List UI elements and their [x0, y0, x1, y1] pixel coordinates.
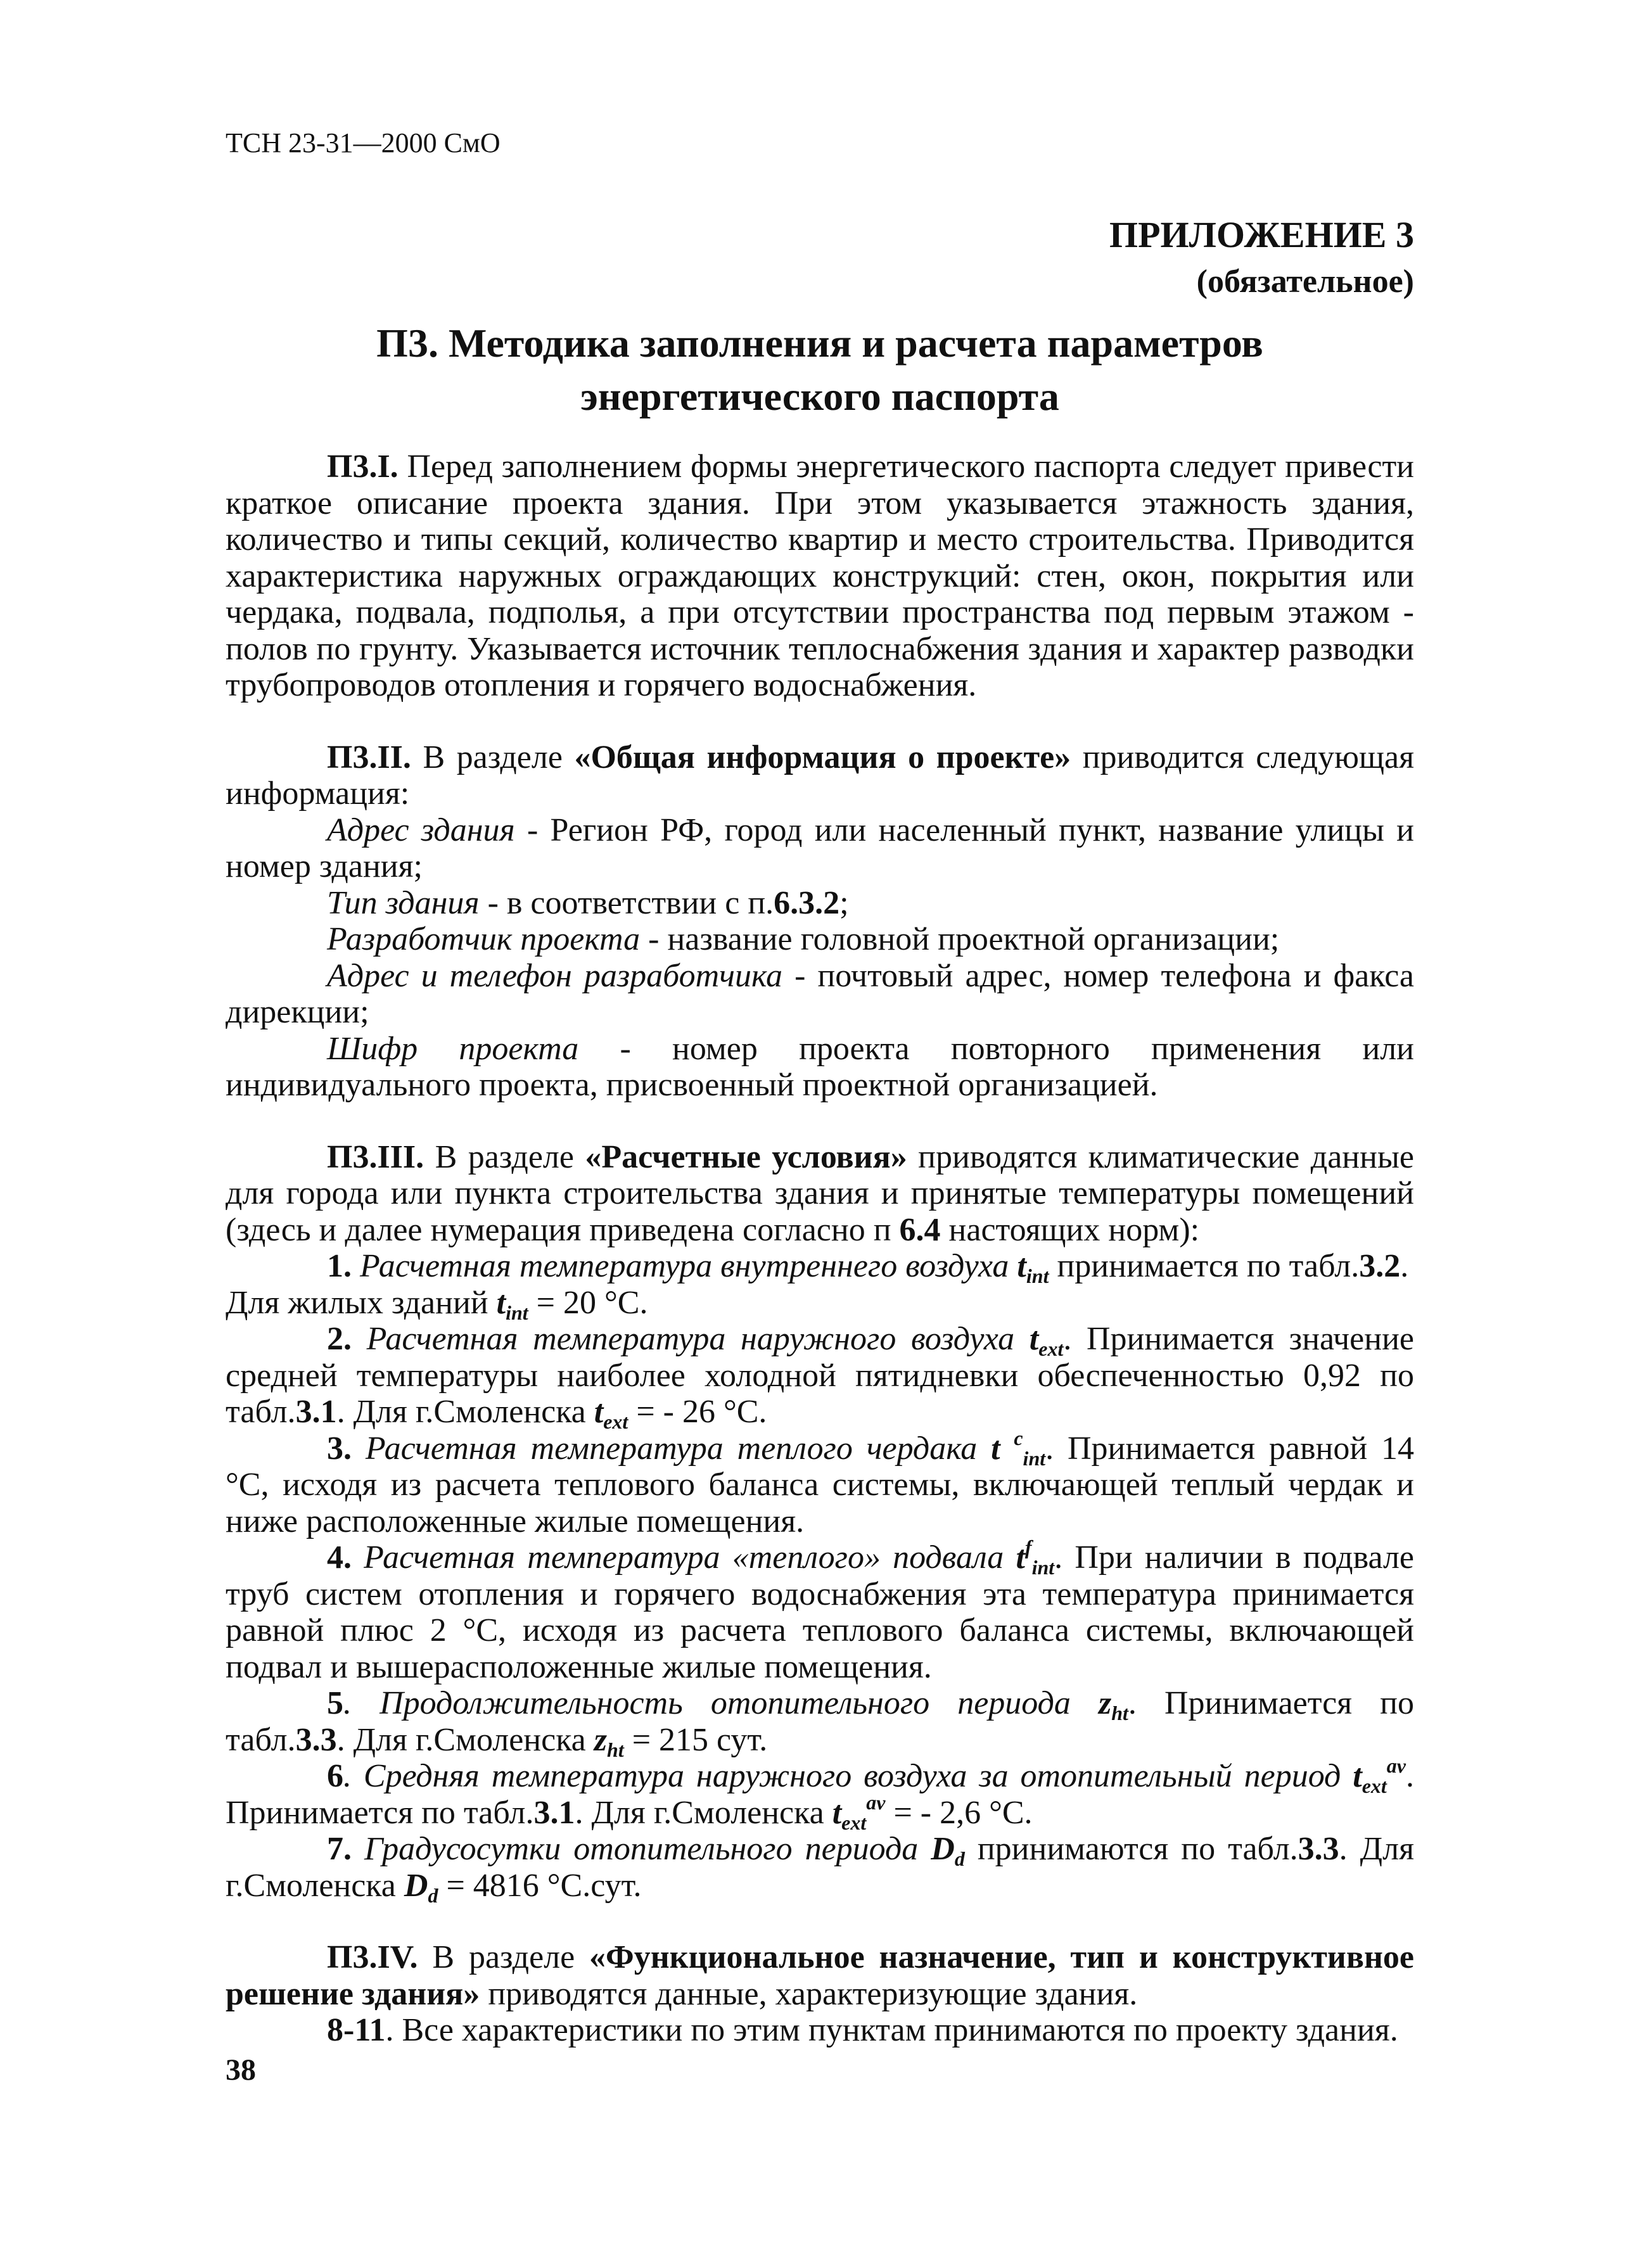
item-text: . Принимается по табл. — [226, 1758, 1414, 1831]
item-text: принимается по табл. — [1049, 1248, 1360, 1284]
item-text: - название головной проектной организации; — [640, 921, 1280, 957]
variable-t-int — [496, 1284, 528, 1324]
item-number: 8-11 — [327, 2012, 386, 2048]
item-text: . При наличии в подвале труб систем отопления и горячего водоснабжения эта температура принимается равной плюс 2 °С, исходя из расчета теплового баланса системы, включающей подвал и вышерасположенные жилые помещения. — [226, 1539, 1415, 1685]
var-symbol: t — [991, 1430, 1000, 1467]
var-subscript: ext — [1038, 1337, 1064, 1360]
item-7 — [226, 1831, 1415, 1907]
item-8-11 — [226, 2012, 1414, 2049]
item-text: Для жилых зданий — [226, 1284, 497, 1321]
table-ref: 3.3 — [295, 1721, 337, 1758]
item-text: . Для г.Смоленска — [226, 1831, 1415, 1904]
table-ref: 3.2 — [1359, 1248, 1401, 1284]
item-term: Расчетная температура наружного воздуха — [352, 1321, 1030, 1357]
item-value: = 4816 °С.сут. — [438, 1867, 642, 1904]
section-title-line1: П3. Методика заполнения и расчета параметров — [376, 321, 1263, 366]
appendix-heading — [1109, 212, 1414, 305]
section-name: «Общая информация о проекте» — [574, 739, 1071, 775]
paragraph-p3-4 — [226, 1939, 1414, 2012]
text-fragment: В разделе — [424, 1138, 585, 1175]
list-item-developer-contacts — [226, 958, 1414, 1031]
item-text: . Для г.Смоленска — [336, 1721, 594, 1758]
text-fragment: В разделе — [418, 1939, 590, 1975]
item-text: . Принимается значение средней температуры наиболее холодной пятидневки обеспеченностью 0,92 по табл. — [226, 1321, 1414, 1430]
item-text: - Регион РФ, город или населенный пункт, название улицы и номер здания; — [226, 812, 1415, 884]
var-symbol: t — [496, 1284, 506, 1321]
document-code: ТСН 23-31—2000 СмО — [226, 127, 501, 158]
item-number: 2. — [327, 1321, 352, 1357]
item-term: Тип здания — [327, 884, 480, 921]
var-subscript: d — [954, 1847, 965, 1870]
var-subscript: ext — [841, 1811, 867, 1834]
item-number: 1. — [327, 1248, 352, 1284]
section-name: «Расчетные условия» — [585, 1138, 907, 1175]
page-number: 38 — [226, 2053, 256, 2087]
var-symbol: t — [1353, 1758, 1362, 1794]
var-subscript: ext — [1362, 1774, 1387, 1797]
item-text: . Принимается равной 14 °С, исходя из расчета теплового баланса системы, включающей теплый чердак и ниже расположенные жилые помещения. — [226, 1430, 1414, 1539]
paragraph-p3-3 — [226, 1139, 1414, 1249]
item-value: = 20 °С. — [528, 1284, 648, 1321]
var-superscript: av — [1386, 1754, 1406, 1777]
item-value: = 215 сут. — [623, 1721, 768, 1758]
var-symbol: D — [931, 1831, 955, 1867]
item-6 — [226, 1754, 1414, 1834]
var-subscript: ext — [603, 1410, 628, 1433]
table-ref: 3.3 — [1298, 1831, 1339, 1867]
item-term: Расчетная температура внутреннего воздуха — [352, 1248, 1017, 1284]
var-symbol: t — [832, 1794, 842, 1831]
paragraph-number: П3.III. — [327, 1138, 424, 1175]
appendix-label: ПРИЛОЖЕНИЕ 3 — [1109, 214, 1414, 255]
appendix-status: (обязательное) — [1196, 264, 1414, 300]
var-symbol: D — [404, 1867, 428, 1904]
item-term: . Средняя температура наружного воздуха за отопительный период — [343, 1758, 1353, 1794]
item-text: - почтовый адрес, номер телефона и факса дирекции; — [226, 957, 1414, 1030]
item-number: 3. — [327, 1430, 352, 1467]
item-text: ; — [839, 884, 849, 921]
section-title-line2: энергетического паспорта — [580, 374, 1059, 419]
var-symbol: t — [594, 1394, 604, 1430]
item-term: Расчетная температура теплого чердака — [352, 1430, 992, 1467]
var-subscript: int — [1023, 1446, 1046, 1470]
table-ref: 3.1 — [295, 1394, 337, 1430]
item-term: . Продолжительность отопительного периода — [343, 1685, 1099, 1721]
var-symbol: t — [1016, 1539, 1025, 1576]
item-4 — [226, 1536, 1415, 1685]
item-3 — [226, 1426, 1414, 1540]
variable-t-c-int — [991, 1426, 1046, 1470]
var-symbol: z — [594, 1721, 608, 1758]
paragraph-text: Перед заполнением формы энергетического паспорта следует привести краткое описание проекта здания. При этом указывается этажность здания, количество и типы секций, количество квартир и место строительства. Приводится характеристика наружных ограждающих конструкций: стен, окон, покрытия или чердака, подвала, подполья, а при отсутствии пространства под первым этажом - полов по грунту. Указывается источник теплоснабжения здания и характер разводки трубопроводов отопления и горячего водоснабжения. — [226, 449, 1414, 703]
item-text: . Принимается по табл. — [226, 1685, 1414, 1758]
item-text: - номер проекта повторного применения или индивидуального проекта, присвоенный проектной организацией. — [226, 1030, 1414, 1103]
table-ref: 3.1 — [533, 1794, 575, 1831]
list-item-building-type — [226, 885, 1414, 922]
item-number: 7. — [327, 1831, 352, 1867]
item-term: Разработчик проекта — [327, 921, 641, 957]
paragraph-p3-2 — [226, 739, 1414, 812]
item-value: = - 26 °С. — [628, 1394, 767, 1430]
variable-t-ext-av — [1353, 1754, 1406, 1797]
text-fragment: приводятся климатические данные для города или пункта строительства здания и принятые температуры помещений (здесь и далее нумерация приведена согласно п — [226, 1138, 1414, 1248]
text-fragment: приводятся данные, характеризующие здания. — [480, 1975, 1138, 2012]
variable-z-ht — [1098, 1685, 1128, 1724]
clause-ref: 6.4 — [899, 1211, 941, 1248]
item-text: . Для г.Смоленска — [575, 1794, 832, 1831]
var-subscript: int — [1026, 1265, 1049, 1287]
paragraph-p3-1 — [226, 449, 1414, 704]
var-subscript: d — [428, 1883, 438, 1907]
item-term: Расчетная температура «теплого» подвала — [352, 1539, 1016, 1576]
var-superscript: f — [1024, 1536, 1032, 1558]
section-title — [226, 317, 1414, 423]
variable-t-int — [1017, 1248, 1049, 1287]
item-text: . — [1400, 1248, 1409, 1284]
text-fragment: В разделе — [411, 739, 575, 775]
list-item-address — [226, 812, 1414, 885]
item-5 — [226, 1685, 1414, 1761]
section-name: «Функциональное назначение, тип и конструктивное решение здания» — [226, 1939, 1414, 2012]
var-subscript: int — [1031, 1556, 1055, 1579]
var-subscript: ht — [1111, 1702, 1128, 1724]
variable-t-ext-av — [832, 1790, 886, 1834]
item-text: . Для г.Смоленска — [336, 1394, 594, 1430]
item-text: принимаются по табл. — [964, 1831, 1298, 1867]
item-ref: 6.3.2 — [774, 884, 840, 921]
item-term: Адрес здания — [327, 812, 515, 848]
item-1-value — [226, 1285, 1414, 1322]
item-value: = - 2,6 °С. — [885, 1794, 1033, 1831]
variable-d-d — [404, 1867, 438, 1907]
var-subscript: int — [506, 1301, 528, 1324]
var-symbol: t — [1017, 1248, 1026, 1284]
paragraph-number: П3.I. — [327, 449, 399, 485]
text-fragment: настоящих норм): — [940, 1211, 1200, 1248]
item-number: 6 — [327, 1758, 343, 1794]
var-symbol: z — [1098, 1685, 1112, 1721]
item-text: . Все характеристики по этим пунктам принимаются по проекту здания. — [385, 2012, 1398, 2048]
paragraph-number: П3.IV. — [327, 1939, 418, 1975]
variable-t-ext — [594, 1394, 628, 1433]
var-subscript: ht — [607, 1738, 624, 1761]
var-symbol: t — [1029, 1321, 1039, 1357]
item-number: 5 — [327, 1685, 343, 1721]
item-term: Градусосутки отопительного периода — [352, 1831, 931, 1867]
variable-t-f-int — [1016, 1536, 1055, 1579]
item-2 — [226, 1321, 1414, 1433]
item-term: Шифр проекта — [327, 1030, 579, 1067]
variable-t-ext — [1029, 1321, 1064, 1360]
list-item-project-code — [226, 1031, 1414, 1104]
text-fragment: приводится следующая информация: — [226, 739, 1414, 812]
paragraph-number: П3.II. — [327, 739, 411, 775]
var-superscript: c — [1014, 1426, 1023, 1449]
item-text: - в соответствии с п. — [479, 884, 774, 921]
item-number: 4. — [327, 1539, 352, 1576]
body-text — [226, 449, 1414, 2049]
variable-z-ht — [594, 1721, 624, 1761]
var-superscript: av — [866, 1790, 886, 1814]
item-term: Адрес и телефон разработчика — [327, 957, 782, 994]
item-1 — [226, 1248, 1414, 1285]
variable-d-d — [931, 1831, 965, 1870]
list-item-developer — [226, 921, 1414, 958]
